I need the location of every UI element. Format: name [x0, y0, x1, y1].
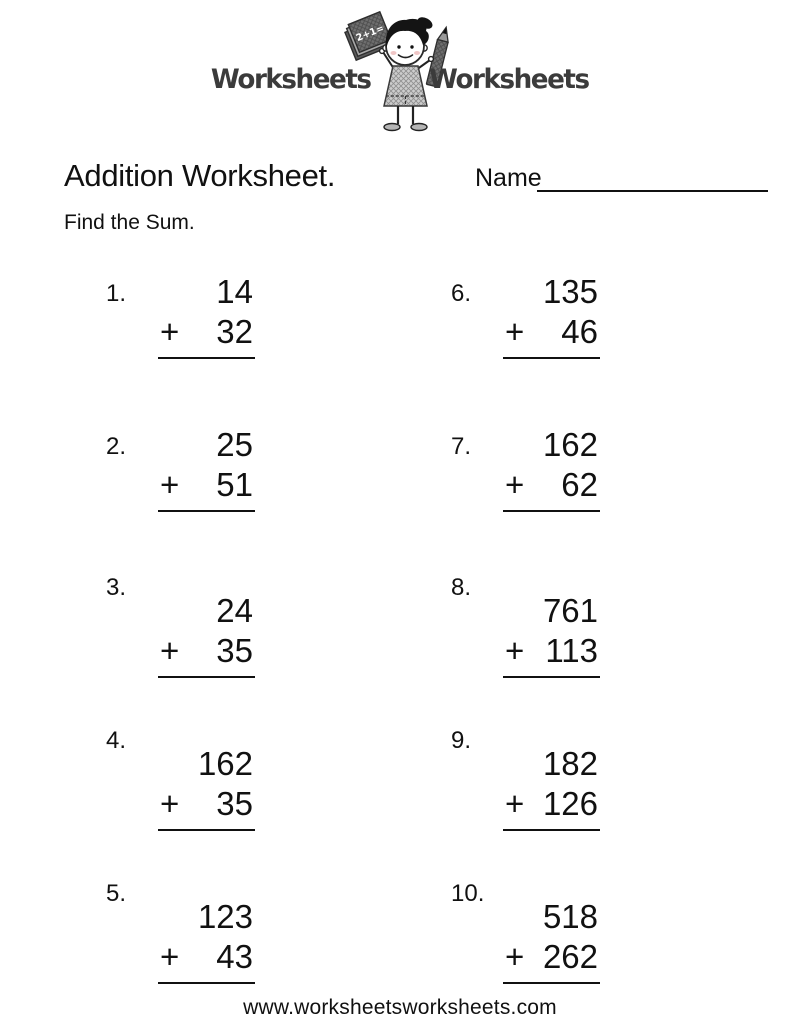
operator: + [505, 466, 525, 503]
answer-line [158, 937, 255, 984]
answer-line [503, 937, 600, 984]
addend-top: 24 [216, 592, 253, 629]
book-icon [343, 12, 394, 60]
logo-text-right: Worksheets [429, 64, 589, 95]
right-eye [410, 45, 413, 48]
problem-1 [100, 268, 445, 421]
answer-line [158, 312, 255, 359]
addend-top: 25 [216, 426, 253, 463]
addend-bottom: 51 [216, 466, 253, 503]
name-label: Name [475, 164, 542, 192]
operator: + [160, 466, 180, 503]
problem-block [158, 744, 255, 831]
addend-top: 162 [197, 745, 253, 782]
addend-bottom: 35 [216, 632, 253, 669]
operator: + [505, 938, 525, 975]
addend-bottom: 262 [542, 938, 598, 975]
right-foot [411, 124, 427, 131]
problem-7 [445, 421, 790, 574]
addend-top: 518 [542, 898, 598, 935]
addend-bottom: 113 [545, 632, 598, 669]
addend-top: 761 [542, 592, 598, 629]
problem-number: 7. [451, 433, 472, 460]
addend-bottom: 32 [216, 313, 253, 350]
problem-number: 9. [451, 727, 472, 754]
problem-block [158, 591, 255, 678]
problem-number: 1. [106, 280, 127, 307]
problem-8 [445, 574, 790, 727]
footer-url: www.worksheetsworksheets.com [243, 996, 557, 1019]
name-blank-line [537, 170, 768, 192]
instruction-text: Find the Sum. [64, 211, 195, 234]
answer-line [503, 631, 600, 678]
addend-top: 162 [542, 426, 598, 463]
problem-number: 8. [451, 574, 472, 601]
book-label-text: 2+1= [354, 22, 386, 45]
problem-number: 4. [106, 727, 127, 754]
addend-top: 14 [216, 273, 253, 310]
problem-block [158, 272, 255, 359]
addend-bottom: 46 [561, 313, 598, 350]
addend-bottom: 126 [542, 785, 598, 822]
operator: + [160, 632, 180, 669]
page-title: Addition Worksheet. [64, 158, 336, 193]
problem-6 [445, 268, 790, 421]
problem-3 [100, 574, 445, 727]
answer-line [503, 312, 600, 359]
right-hand [429, 57, 434, 62]
answer-line [158, 465, 255, 512]
operator: + [160, 785, 180, 822]
problem-block [503, 272, 600, 359]
addend-top: 135 [542, 273, 598, 310]
problem-number: 6. [451, 280, 472, 307]
problem-block [158, 897, 255, 984]
operator: + [160, 313, 180, 350]
answer-line [503, 465, 600, 512]
problem-4 [100, 727, 445, 880]
left-cheek [391, 51, 397, 55]
problem-block [503, 744, 600, 831]
addend-bottom: 43 [216, 938, 253, 975]
problem-number: 5. [106, 880, 127, 907]
problem-number: 10. [451, 880, 485, 907]
problem-block [503, 897, 600, 984]
addend-top: 182 [542, 745, 598, 782]
problem-number: 2. [106, 433, 127, 460]
addend-bottom: 35 [216, 785, 253, 822]
problem-block [503, 425, 600, 512]
answer-line [158, 784, 255, 831]
answer-line [158, 631, 255, 678]
left-eye [397, 45, 400, 48]
operator: + [160, 938, 180, 975]
problem-2 [100, 421, 445, 574]
operator: + [505, 313, 525, 350]
answer-line [503, 784, 600, 831]
operator: + [505, 785, 525, 822]
problem-block [158, 425, 255, 512]
left-foot [384, 124, 400, 131]
problem-block [503, 591, 600, 678]
overalls [384, 66, 427, 106]
addend-top: 123 [197, 898, 253, 935]
addend-bottom: 62 [561, 466, 598, 503]
problem-number: 3. [106, 574, 127, 601]
logo-text-left: Worksheets [211, 64, 371, 95]
right-cheek [414, 51, 420, 55]
problems-grid [100, 268, 790, 1033]
operator: + [505, 632, 525, 669]
problem-9 [445, 727, 790, 880]
logo [0, 0, 800, 140]
